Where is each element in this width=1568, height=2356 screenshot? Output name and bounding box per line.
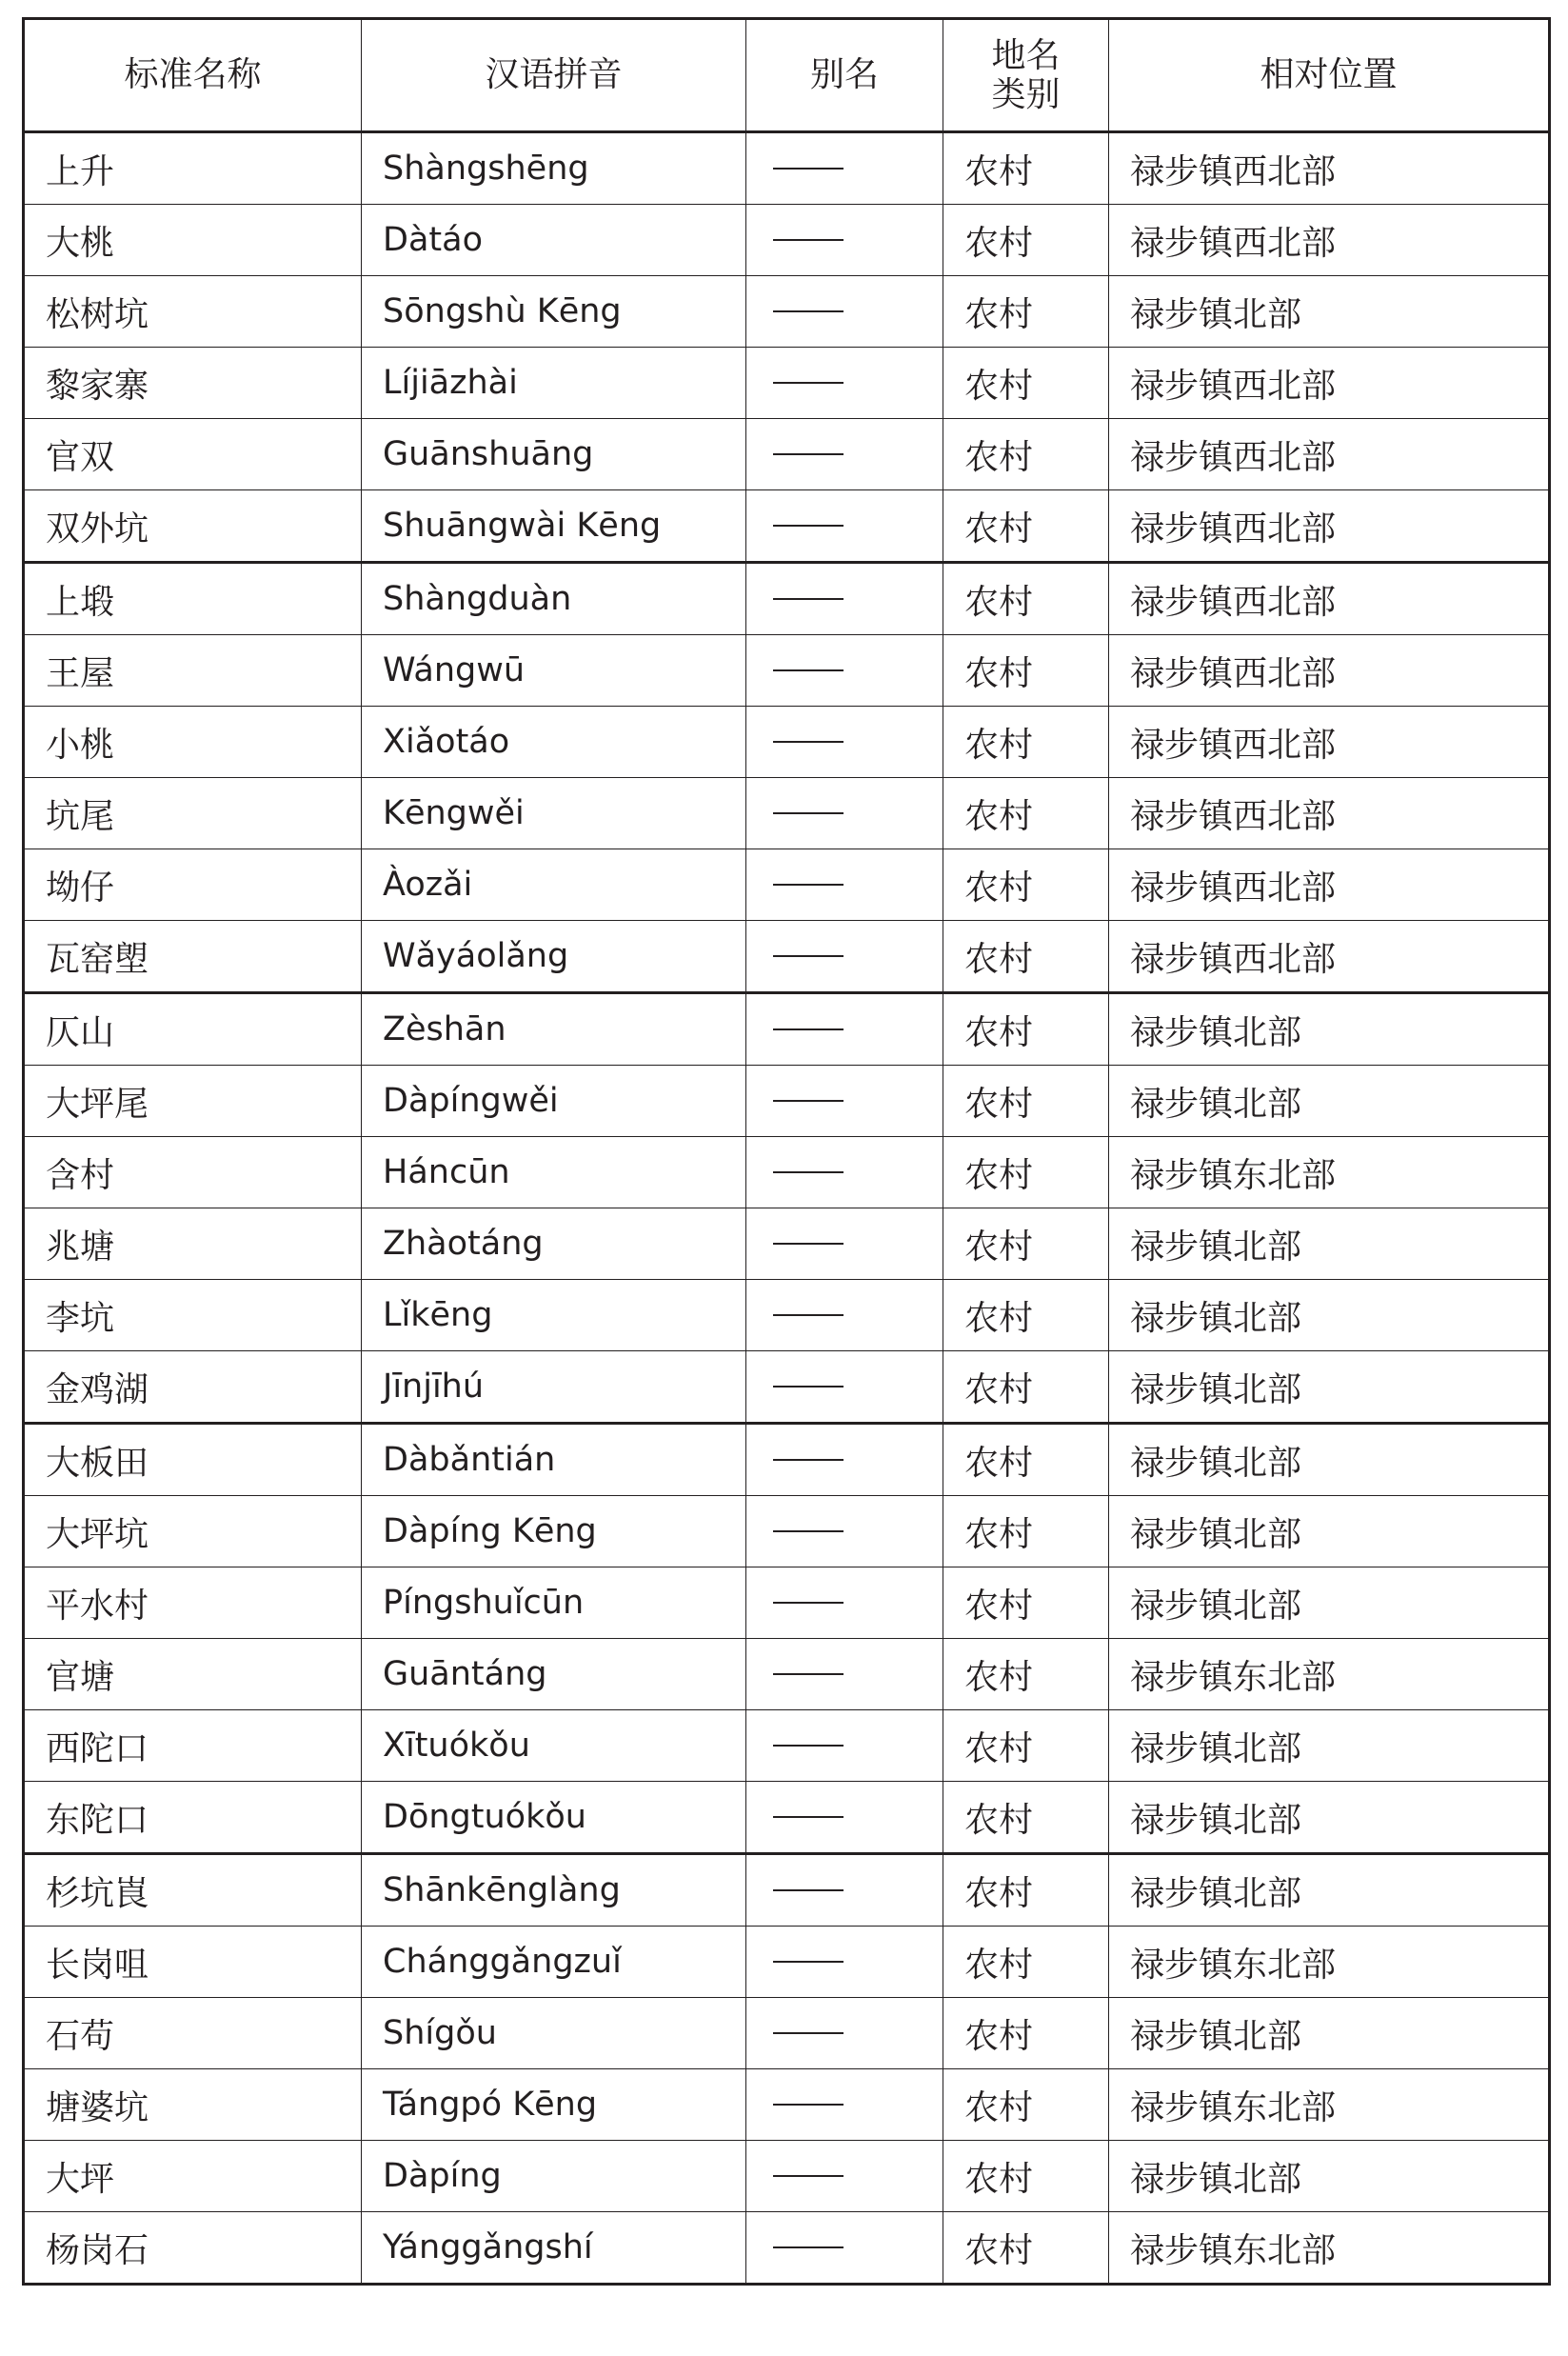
cell-alias bbox=[746, 490, 943, 563]
cell-alias bbox=[746, 921, 943, 993]
cell-location: 禄步镇西北部 bbox=[1109, 778, 1550, 849]
cell-location: 禄步镇北部 bbox=[1109, 276, 1550, 348]
cell-alias bbox=[746, 1998, 943, 2069]
cell-category: 农村 bbox=[943, 849, 1109, 921]
cell-alias bbox=[746, 276, 943, 348]
cell-location: 禄步镇北部 bbox=[1109, 1424, 1550, 1496]
table-row bbox=[24, 348, 1550, 419]
cell-standard-name: 兆塘 bbox=[24, 1208, 362, 1280]
cell-pinyin: Guānshuāng bbox=[362, 419, 746, 490]
cell-category: 农村 bbox=[943, 205, 1109, 276]
cell-pinyin: Xītuókǒu bbox=[362, 1710, 746, 1782]
table-row bbox=[24, 419, 1550, 490]
cell-location: 禄步镇北部 bbox=[1109, 1854, 1550, 1927]
cell-location: 禄步镇西北部 bbox=[1109, 205, 1550, 276]
alias-dash bbox=[773, 310, 844, 312]
cell-category: 农村 bbox=[943, 1137, 1109, 1208]
cell-pinyin: Sōngshù Kēng bbox=[362, 276, 746, 348]
cell-category: 农村 bbox=[943, 1927, 1109, 1998]
header-category bbox=[943, 19, 1109, 132]
cell-standard-name: 东陀口 bbox=[24, 1782, 362, 1854]
header-alias: 别名 bbox=[746, 19, 943, 132]
cell-alias bbox=[746, 1639, 943, 1710]
cell-location: 禄步镇北部 bbox=[1109, 1782, 1550, 1854]
cell-alias bbox=[746, 849, 943, 921]
alias-dash bbox=[773, 239, 844, 241]
cell-alias bbox=[746, 1782, 943, 1854]
alias-dash bbox=[773, 741, 844, 743]
cell-standard-name: 李坑 bbox=[24, 1280, 362, 1351]
cell-category: 农村 bbox=[943, 1710, 1109, 1782]
alias-dash bbox=[773, 1386, 844, 1388]
table-row bbox=[24, 1639, 1550, 1710]
cell-category: 农村 bbox=[943, 1854, 1109, 1927]
cell-category: 农村 bbox=[943, 1998, 1109, 2069]
alias-dash bbox=[773, 1673, 844, 1675]
table-row bbox=[24, 1496, 1550, 1567]
cell-category: 农村 bbox=[943, 132, 1109, 205]
place-name-table bbox=[22, 17, 1551, 2286]
alias-dash bbox=[773, 1961, 844, 1963]
table-row bbox=[24, 1710, 1550, 1782]
cell-location: 禄步镇北部 bbox=[1109, 1710, 1550, 1782]
table-row bbox=[24, 2212, 1550, 2285]
table-row bbox=[24, 276, 1550, 348]
cell-standard-name: 大板田 bbox=[24, 1424, 362, 1496]
cell-standard-name: 坑尾 bbox=[24, 778, 362, 849]
cell-category: 农村 bbox=[943, 419, 1109, 490]
alias-dash bbox=[773, 598, 844, 600]
cell-standard-name: 杨岗石 bbox=[24, 2212, 362, 2285]
table-row bbox=[24, 205, 1550, 276]
alias-dash bbox=[773, 1243, 844, 1245]
cell-location: 禄步镇东北部 bbox=[1109, 1137, 1550, 1208]
table-row bbox=[24, 1927, 1550, 1998]
alias-dash bbox=[773, 1171, 844, 1173]
cell-pinyin: Tángpó Kēng bbox=[362, 2069, 746, 2141]
table-row bbox=[24, 1351, 1550, 1424]
alias-dash bbox=[773, 1028, 844, 1030]
alias-dash bbox=[773, 1100, 844, 1102]
cell-standard-name: 仄山 bbox=[24, 993, 362, 1066]
cell-location: 禄步镇北部 bbox=[1109, 1496, 1550, 1567]
cell-location: 禄步镇东北部 bbox=[1109, 2069, 1550, 2141]
alias-dash bbox=[773, 955, 844, 957]
alias-dash bbox=[773, 2104, 844, 2106]
cell-standard-name: 平水村 bbox=[24, 1567, 362, 1639]
alias-dash bbox=[773, 2175, 844, 2177]
cell-alias bbox=[746, 1710, 943, 1782]
cell-standard-name: 坳仔 bbox=[24, 849, 362, 921]
cell-standard-name: 瓦窑塱 bbox=[24, 921, 362, 993]
cell-pinyin: Shàngshēng bbox=[362, 132, 746, 205]
cell-location: 禄步镇北部 bbox=[1109, 1280, 1550, 1351]
cell-alias bbox=[746, 993, 943, 1066]
cell-alias bbox=[746, 778, 943, 849]
cell-standard-name: 小桃 bbox=[24, 707, 362, 778]
cell-category: 农村 bbox=[943, 635, 1109, 707]
cell-pinyin: Kēngwěi bbox=[362, 778, 746, 849]
cell-pinyin: Dàpíng bbox=[362, 2141, 746, 2212]
header-pinyin: 汉语拼音 bbox=[362, 19, 746, 132]
table-row bbox=[24, 635, 1550, 707]
table-row bbox=[24, 1280, 1550, 1351]
cell-pinyin: Jīnjīhú bbox=[362, 1351, 746, 1424]
cell-location: 禄步镇东北部 bbox=[1109, 1927, 1550, 1998]
cell-standard-name: 上升 bbox=[24, 132, 362, 205]
table-row bbox=[24, 707, 1550, 778]
cell-pinyin: Shuāngwài Kēng bbox=[362, 490, 746, 563]
cell-location: 禄步镇西北部 bbox=[1109, 635, 1550, 707]
cell-alias bbox=[746, 348, 943, 419]
cell-category: 农村 bbox=[943, 276, 1109, 348]
table-row bbox=[24, 563, 1550, 635]
cell-pinyin: Dàpíngwěi bbox=[362, 1066, 746, 1137]
table-row bbox=[24, 1208, 1550, 1280]
table-row bbox=[24, 1782, 1550, 1854]
table-row bbox=[24, 1854, 1550, 1927]
alias-dash bbox=[773, 2032, 844, 2034]
cell-standard-name: 大桃 bbox=[24, 205, 362, 276]
cell-location: 禄步镇北部 bbox=[1109, 1351, 1550, 1424]
cell-pinyin: Dōngtuókǒu bbox=[362, 1782, 746, 1854]
cell-location: 禄步镇东北部 bbox=[1109, 2212, 1550, 2285]
alias-dash bbox=[773, 2246, 844, 2248]
cell-category: 农村 bbox=[943, 778, 1109, 849]
cell-location: 禄步镇北部 bbox=[1109, 2141, 1550, 2212]
header-category-line1: 地名 bbox=[991, 35, 1061, 75]
cell-category: 农村 bbox=[943, 1208, 1109, 1280]
table-row bbox=[24, 849, 1550, 921]
table-row bbox=[24, 2141, 1550, 2212]
cell-pinyin: Guāntáng bbox=[362, 1639, 746, 1710]
cell-category: 农村 bbox=[943, 2141, 1109, 2212]
alias-dash bbox=[773, 1530, 844, 1532]
alias-dash bbox=[773, 168, 844, 170]
cell-location: 禄步镇北部 bbox=[1109, 1998, 1550, 2069]
header-category-line2: 类别 bbox=[991, 75, 1061, 114]
alias-dash bbox=[773, 1816, 844, 1818]
cell-standard-name: 含村 bbox=[24, 1137, 362, 1208]
cell-alias bbox=[746, 635, 943, 707]
cell-pinyin: Yánggǎngshí bbox=[362, 2212, 746, 2285]
table-row bbox=[24, 778, 1550, 849]
table-row bbox=[24, 1424, 1550, 1496]
cell-alias bbox=[746, 1927, 943, 1998]
cell-pinyin: Àozǎi bbox=[362, 849, 746, 921]
cell-standard-name: 官塘 bbox=[24, 1639, 362, 1710]
cell-standard-name: 大坪 bbox=[24, 2141, 362, 2212]
cell-alias bbox=[746, 1066, 943, 1137]
alias-dash bbox=[773, 1602, 844, 1604]
table-row bbox=[24, 1567, 1550, 1639]
cell-standard-name: 塘婆坑 bbox=[24, 2069, 362, 2141]
cell-location: 禄步镇北部 bbox=[1109, 993, 1550, 1066]
table-row bbox=[24, 1998, 1550, 2069]
alias-dash bbox=[773, 1314, 844, 1316]
cell-alias bbox=[746, 2141, 943, 2212]
cell-alias bbox=[746, 2212, 943, 2285]
cell-alias bbox=[746, 1496, 943, 1567]
cell-location: 禄步镇西北部 bbox=[1109, 849, 1550, 921]
cell-category: 农村 bbox=[943, 1424, 1109, 1496]
alias-dash bbox=[773, 525, 844, 527]
table-row bbox=[24, 993, 1550, 1066]
cell-alias bbox=[746, 419, 943, 490]
cell-pinyin: Xiǎotáo bbox=[362, 707, 746, 778]
cell-category: 农村 bbox=[943, 563, 1109, 635]
header-standard-name: 标准名称 bbox=[24, 19, 362, 132]
cell-location: 禄步镇西北部 bbox=[1109, 132, 1550, 205]
cell-alias bbox=[746, 563, 943, 635]
cell-pinyin: Shígǒu bbox=[362, 1998, 746, 2069]
cell-pinyin: Shàngduàn bbox=[362, 563, 746, 635]
cell-location: 禄步镇西北部 bbox=[1109, 921, 1550, 993]
cell-standard-name: 大坪坑 bbox=[24, 1496, 362, 1567]
cell-pinyin: Dàpíng Kēng bbox=[362, 1496, 746, 1567]
cell-alias bbox=[746, 1424, 943, 1496]
table-header bbox=[24, 19, 1550, 132]
cell-pinyin: Wángwū bbox=[362, 635, 746, 707]
table-row bbox=[24, 2069, 1550, 2141]
cell-standard-name: 长岗咀 bbox=[24, 1927, 362, 1998]
cell-standard-name: 官双 bbox=[24, 419, 362, 490]
cell-pinyin: Lǐkēng bbox=[362, 1280, 746, 1351]
cell-standard-name: 杉坑崀 bbox=[24, 1854, 362, 1927]
cell-pinyin: Wǎyáolǎng bbox=[362, 921, 746, 993]
cell-category: 农村 bbox=[943, 2069, 1109, 2141]
cell-location: 禄步镇西北部 bbox=[1109, 563, 1550, 635]
cell-category: 农村 bbox=[943, 1351, 1109, 1424]
cell-pinyin: Zhàotáng bbox=[362, 1208, 746, 1280]
cell-alias bbox=[746, 2069, 943, 2141]
cell-category: 农村 bbox=[943, 2212, 1109, 2285]
alias-dash bbox=[773, 884, 844, 886]
cell-alias bbox=[746, 1351, 943, 1424]
cell-category: 农村 bbox=[943, 490, 1109, 563]
cell-category: 农村 bbox=[943, 1066, 1109, 1137]
cell-location: 禄步镇西北部 bbox=[1109, 419, 1550, 490]
cell-alias bbox=[746, 1208, 943, 1280]
header-row bbox=[24, 19, 1550, 132]
cell-standard-name: 西陀口 bbox=[24, 1710, 362, 1782]
cell-category: 农村 bbox=[943, 1280, 1109, 1351]
cell-category: 农村 bbox=[943, 1567, 1109, 1639]
header-location: 相对位置 bbox=[1109, 19, 1550, 132]
alias-dash bbox=[773, 669, 844, 671]
cell-location: 禄步镇北部 bbox=[1109, 1567, 1550, 1639]
alias-dash bbox=[773, 382, 844, 384]
cell-location: 禄步镇北部 bbox=[1109, 1208, 1550, 1280]
cell-alias bbox=[746, 1567, 943, 1639]
cell-pinyin: Shānkēnglàng bbox=[362, 1854, 746, 1927]
cell-pinyin: Líjiāzhài bbox=[362, 348, 746, 419]
cell-alias bbox=[746, 205, 943, 276]
cell-standard-name: 王屋 bbox=[24, 635, 362, 707]
table-row bbox=[24, 132, 1550, 205]
cell-category: 农村 bbox=[943, 993, 1109, 1066]
cell-pinyin: Háncūn bbox=[362, 1137, 746, 1208]
cell-pinyin: Dàbǎntián bbox=[362, 1424, 746, 1496]
cell-standard-name: 石苟 bbox=[24, 1998, 362, 2069]
alias-dash bbox=[773, 453, 844, 455]
alias-dash bbox=[773, 1459, 844, 1461]
cell-location: 禄步镇西北部 bbox=[1109, 707, 1550, 778]
cell-standard-name: 黎家寨 bbox=[24, 348, 362, 419]
table-row bbox=[24, 490, 1550, 563]
cell-standard-name: 双外坑 bbox=[24, 490, 362, 563]
cell-category: 农村 bbox=[943, 348, 1109, 419]
cell-alias bbox=[746, 1280, 943, 1351]
cell-location: 禄步镇西北部 bbox=[1109, 348, 1550, 419]
table-row bbox=[24, 921, 1550, 993]
cell-pinyin: Chánggǎngzuǐ bbox=[362, 1927, 746, 1998]
cell-category: 农村 bbox=[943, 1782, 1109, 1854]
cell-category: 农村 bbox=[943, 1496, 1109, 1567]
cell-location: 禄步镇东北部 bbox=[1109, 1639, 1550, 1710]
table-row bbox=[24, 1137, 1550, 1208]
alias-dash bbox=[773, 1745, 844, 1747]
cell-alias bbox=[746, 1137, 943, 1208]
cell-category: 农村 bbox=[943, 921, 1109, 993]
cell-pinyin: Dàtáo bbox=[362, 205, 746, 276]
table-body bbox=[24, 132, 1550, 2285]
cell-standard-name: 松树坑 bbox=[24, 276, 362, 348]
cell-standard-name: 上塅 bbox=[24, 563, 362, 635]
alias-dash bbox=[773, 1889, 844, 1891]
alias-dash bbox=[773, 812, 844, 814]
cell-pinyin: Píngshuǐcūn bbox=[362, 1567, 746, 1639]
cell-category: 农村 bbox=[943, 1639, 1109, 1710]
cell-alias bbox=[746, 707, 943, 778]
cell-alias bbox=[746, 132, 943, 205]
cell-category: 农村 bbox=[943, 707, 1109, 778]
cell-location: 禄步镇北部 bbox=[1109, 1066, 1550, 1137]
cell-location: 禄步镇西北部 bbox=[1109, 490, 1550, 563]
cell-pinyin: Zèshān bbox=[362, 993, 746, 1066]
cell-alias bbox=[746, 1854, 943, 1927]
cell-standard-name: 金鸡湖 bbox=[24, 1351, 362, 1424]
cell-standard-name: 大坪尾 bbox=[24, 1066, 362, 1137]
table-row bbox=[24, 1066, 1550, 1137]
